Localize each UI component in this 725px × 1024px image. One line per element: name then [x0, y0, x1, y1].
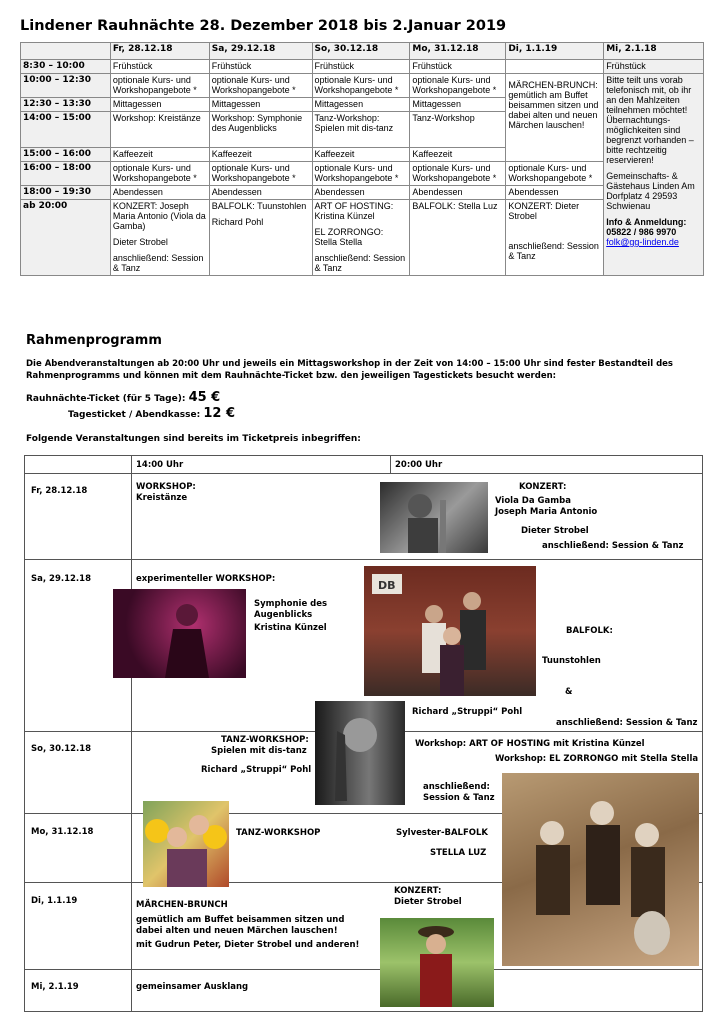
- section-heading: Rahmenprogramm: [26, 333, 162, 348]
- program-day-label: Fr, 28.12.18: [31, 486, 88, 496]
- evening-line: anschließend: Session & Tanz: [314, 253, 406, 273]
- so-event-line: Workshop: ART OF HOSTING mit Kristina Künzel: [415, 739, 645, 749]
- optional-cell: optionale Kurs- und Workshopangebote *: [410, 74, 506, 98]
- ticket-label: Rauhnächte-Ticket (für 5 Tage):: [26, 394, 186, 404]
- fr-concert-line: anschließend: Session & Tanz: [542, 541, 684, 551]
- photo-kristina: [113, 589, 246, 678]
- mi-ws-title: gemeinsamer Ausklang: [136, 982, 249, 992]
- optional-cell: optionale Kurs- und Workshopangebote *: [312, 162, 410, 186]
- evening-line: EL ZORRONGO: Stella Stella: [314, 227, 384, 247]
- sa-balfolk-label: BALFOLK:: [566, 626, 613, 636]
- evening-cell: [110, 200, 209, 276]
- meal-cell: Mittagessen: [410, 98, 506, 112]
- evening-line: Richard Pohl: [211, 217, 264, 227]
- meal-cell: Frühstück: [110, 60, 209, 74]
- optional-cell: optionale Kurs- und Workshopangebote *: [209, 74, 312, 98]
- coffee-cell: Kaffeezeit: [312, 148, 410, 162]
- di-event-name: Dieter Strobel: [394, 897, 462, 907]
- fr-concert-line: Dieter Strobel: [521, 526, 589, 536]
- evening-cell: [209, 200, 312, 276]
- sa-balfolk-band: Tuunstohlen: [542, 656, 601, 666]
- evening-line: KONZERT: Dieter Strobel: [508, 201, 580, 221]
- empty-cell: [506, 60, 604, 74]
- meal-cell: Abendessen: [312, 186, 410, 200]
- meal-cell: Mittagessen: [110, 98, 209, 112]
- page-title: Lindener Rauhnächte 28. Dezember 2018 bis 2.Januar 2019: [20, 18, 507, 34]
- row-divider: [25, 559, 702, 560]
- time-cell: 14:00 – 15:00: [21, 112, 111, 148]
- photo-richard-pohl: [315, 701, 405, 805]
- day-header: Sa, 29.12.18: [209, 43, 312, 60]
- row-divider: [25, 473, 702, 474]
- day-ticket-price: 12 €: [203, 406, 236, 421]
- day-ticket-line: [68, 406, 235, 421]
- sa-workshop-title: experimenteller WORKSHOP:: [136, 574, 276, 584]
- evening-cell: [312, 200, 410, 276]
- schedule-table: [20, 42, 704, 276]
- evening-line: BALFOLK: Tuunstohlen: [211, 201, 307, 211]
- fr-concert-line: Joseph Maria Antonio: [495, 507, 598, 517]
- sa-balfolk-after: anschließend: Session & Tanz: [556, 718, 698, 728]
- sa-ws-person: Kristina Künzel: [254, 623, 327, 633]
- day-ticket-label: Tagesticket / Abendkasse:: [68, 410, 201, 420]
- side-address: Gemeinschafts- & Gästehaus Linden Am Dorfplatz 4 29593 Schwienau: [606, 171, 695, 211]
- di-ws-people: mit Gudrun Peter, Dieter Strobel und anderen!: [136, 940, 360, 950]
- program-day-label: So, 30.12.18: [31, 744, 92, 754]
- fr-concert-line: Viola Da Gamba: [495, 496, 571, 506]
- time-cell: 12:30 – 13:30: [21, 98, 111, 112]
- time-cell: 16:00 – 18:00: [21, 162, 111, 186]
- so-event-line: Workshop: EL ZORRONGO mit Stella Stella: [495, 754, 699, 764]
- evening-cell: [506, 200, 604, 276]
- evening-line: anschließend: Session & Tanz: [508, 241, 599, 261]
- photo-stella-luz: [143, 801, 229, 887]
- info-label: Info & Anmeldung:: [606, 217, 687, 227]
- meal-cell: Frühstück: [604, 60, 704, 74]
- coffee-cell: Kaffeezeit: [410, 148, 506, 162]
- sa-balfolk-amp: &: [565, 687, 573, 697]
- optional-cell: optionale Kurs- und Workshopangebote *: [506, 162, 604, 186]
- fr-ws-name: Kreistänze: [136, 493, 188, 503]
- program-table: [24, 455, 703, 1012]
- di-ws-text: gemütlich am Buffet beisammen sitzen und dabei alten und neuen Märchen lauschen!: [136, 915, 345, 936]
- so-ws-title: TANZ-WORKSHOP:: [221, 735, 309, 745]
- day-header: Mo, 31.12.18: [410, 43, 506, 60]
- workshop-cell: Tanz-Workshop: Spielen mit dis-tanz: [312, 112, 410, 148]
- coffee-cell: Kaffeezeit: [209, 148, 312, 162]
- col-divider: [131, 456, 132, 1011]
- side-note: Bitte teilt uns vorab telefonisch mit, ob ihr an den Mahlzeiten teilnehmen möchtet! Übernachtungs-möglichkeiten sind begrenzt vorhanden – bitte rechtzeitig reservieren!: [606, 75, 694, 165]
- optional-cell: optionale Kurs- und Workshopangebote *: [110, 162, 209, 186]
- sa-balfolk-person: Richard „Struppi“ Pohl: [412, 707, 523, 717]
- meal-cell: Frühstück: [312, 60, 410, 74]
- day-header: Fr, 28.12.18: [110, 43, 209, 60]
- day-header: So, 30.12.18: [312, 43, 410, 60]
- evening-line: BALFOLK: Stella Luz: [412, 201, 498, 211]
- optional-cell: optionale Kurs- und Workshopangebote *: [312, 74, 410, 98]
- mo-event-line: Sylvester-BALFOLK: [396, 828, 488, 838]
- meal-cell: Frühstück: [209, 60, 312, 74]
- meal-cell: Frühstück: [410, 60, 506, 74]
- workshop-cell: Workshop: Symphonie des Augenblicks: [209, 112, 312, 148]
- time-cell: 18:00 – 19:30: [21, 186, 111, 200]
- corner-cell: [21, 43, 111, 60]
- meal-cell: Abendessen: [110, 186, 209, 200]
- row-divider: [25, 969, 702, 970]
- fr-workshop: [136, 482, 196, 504]
- ticket-line: [26, 390, 220, 405]
- evening-line: KONZERT: Joseph Maria Antonio (Viola da Gamba): [112, 201, 206, 231]
- fr-ws-title: WORKSHOP:: [136, 482, 196, 492]
- program-day-label: Sa, 29.12.18: [31, 574, 91, 584]
- di-event-label: KONZERT:: [394, 886, 442, 896]
- col-header-evening: 20:00 Uhr: [395, 460, 443, 470]
- di-ws-title: MÄRCHEN-BRUNCH: [136, 900, 228, 910]
- program-day-label: Di, 1.1.19: [31, 896, 78, 906]
- included-note: Folgende Veranstaltungen sind bereits im Ticketpreis inbegriffen:: [26, 434, 361, 444]
- workshop-cell: Workshop: Kreistänze: [110, 112, 209, 148]
- time-cell: ab 20:00: [21, 200, 111, 276]
- meal-cell: Mittagessen: [209, 98, 312, 112]
- optional-cell: optionale Kurs- und Workshopangebote *: [110, 74, 209, 98]
- meal-cell: Abendessen: [506, 186, 604, 200]
- phone-number: 05822 / 986 9970: [606, 227, 677, 237]
- evening-cell: [410, 200, 506, 276]
- workshop-cell: Tanz-Workshop: [410, 112, 506, 148]
- db-sign-text: DB: [378, 579, 396, 592]
- intro-text: Die Abendveranstaltungen ab 20:00 Uhr und jeweils ein Mittagsworkshop in der Zeit von 14:00 – 15:00 Uhr sind fester Bestandteil des Rahmenprogramms und können mit dem Rauhnächte-Ticket bzw. den jeweiligen Tagestickets besucht werden:: [26, 359, 673, 381]
- mo-event-line: STELLA LUZ: [430, 848, 487, 858]
- evening-line: Dieter Strobel: [112, 237, 168, 247]
- so-ws-person: Richard „Struppi“ Pohl: [201, 765, 312, 775]
- ticket-price: 45 €: [188, 390, 221, 405]
- photo-dieter-strobel: [380, 918, 494, 1007]
- info-side-cell: [604, 74, 704, 276]
- program-day-label: Mi, 2.1.19: [31, 982, 79, 992]
- evening-line: ART OF HOSTING: Kristina Künzel: [314, 201, 394, 221]
- day-header: Di, 1.1.19: [506, 43, 604, 60]
- so-event-after: anschließend:: [423, 782, 490, 792]
- time-cell: 15:00 – 16:00: [21, 148, 111, 162]
- optional-cell: optionale Kurs- und Workshopangebote *: [209, 162, 312, 186]
- photo-viola-player: [380, 482, 488, 553]
- meal-cell: Abendessen: [209, 186, 312, 200]
- brunch-cell: MÄRCHEN-BRUNCH: gemütlich am Buffet beisammen sitzen und dabei alten und neuen Märchen lauschen!: [506, 74, 604, 162]
- meal-cell: Mittagessen: [312, 98, 410, 112]
- meal-cell: Abendessen: [410, 186, 506, 200]
- program-day-label: Mo, 31.12.18: [31, 827, 94, 837]
- sa-ws-name: Symphonie des Augenblicks: [254, 599, 328, 620]
- col-header-afternoon: 14:00 Uhr: [136, 460, 184, 470]
- coffee-cell: Kaffeezeit: [110, 148, 209, 162]
- col-divider: [390, 456, 391, 473]
- email-link[interactable]: folk@gg-linden.de: [606, 237, 679, 247]
- time-cell: 8:30 – 10:00: [21, 60, 111, 74]
- optional-cell: optionale Kurs- und Workshopangebote *: [410, 162, 506, 186]
- so-ws-name: Spielen mit dis-tanz: [211, 746, 307, 756]
- photo-tuunstohlen: [364, 566, 536, 696]
- day-header: Mi, 2.1.18: [604, 43, 704, 60]
- photo-group: [502, 773, 699, 966]
- evening-line: anschließend: Session & Tanz: [112, 253, 204, 273]
- time-cell: 10:00 – 12:30: [21, 74, 111, 98]
- mo-ws-title: TANZ-WORKSHOP: [236, 828, 321, 838]
- fr-concert-label: KONZERT:: [519, 482, 567, 492]
- so-event-after: Session & Tanz: [423, 793, 495, 803]
